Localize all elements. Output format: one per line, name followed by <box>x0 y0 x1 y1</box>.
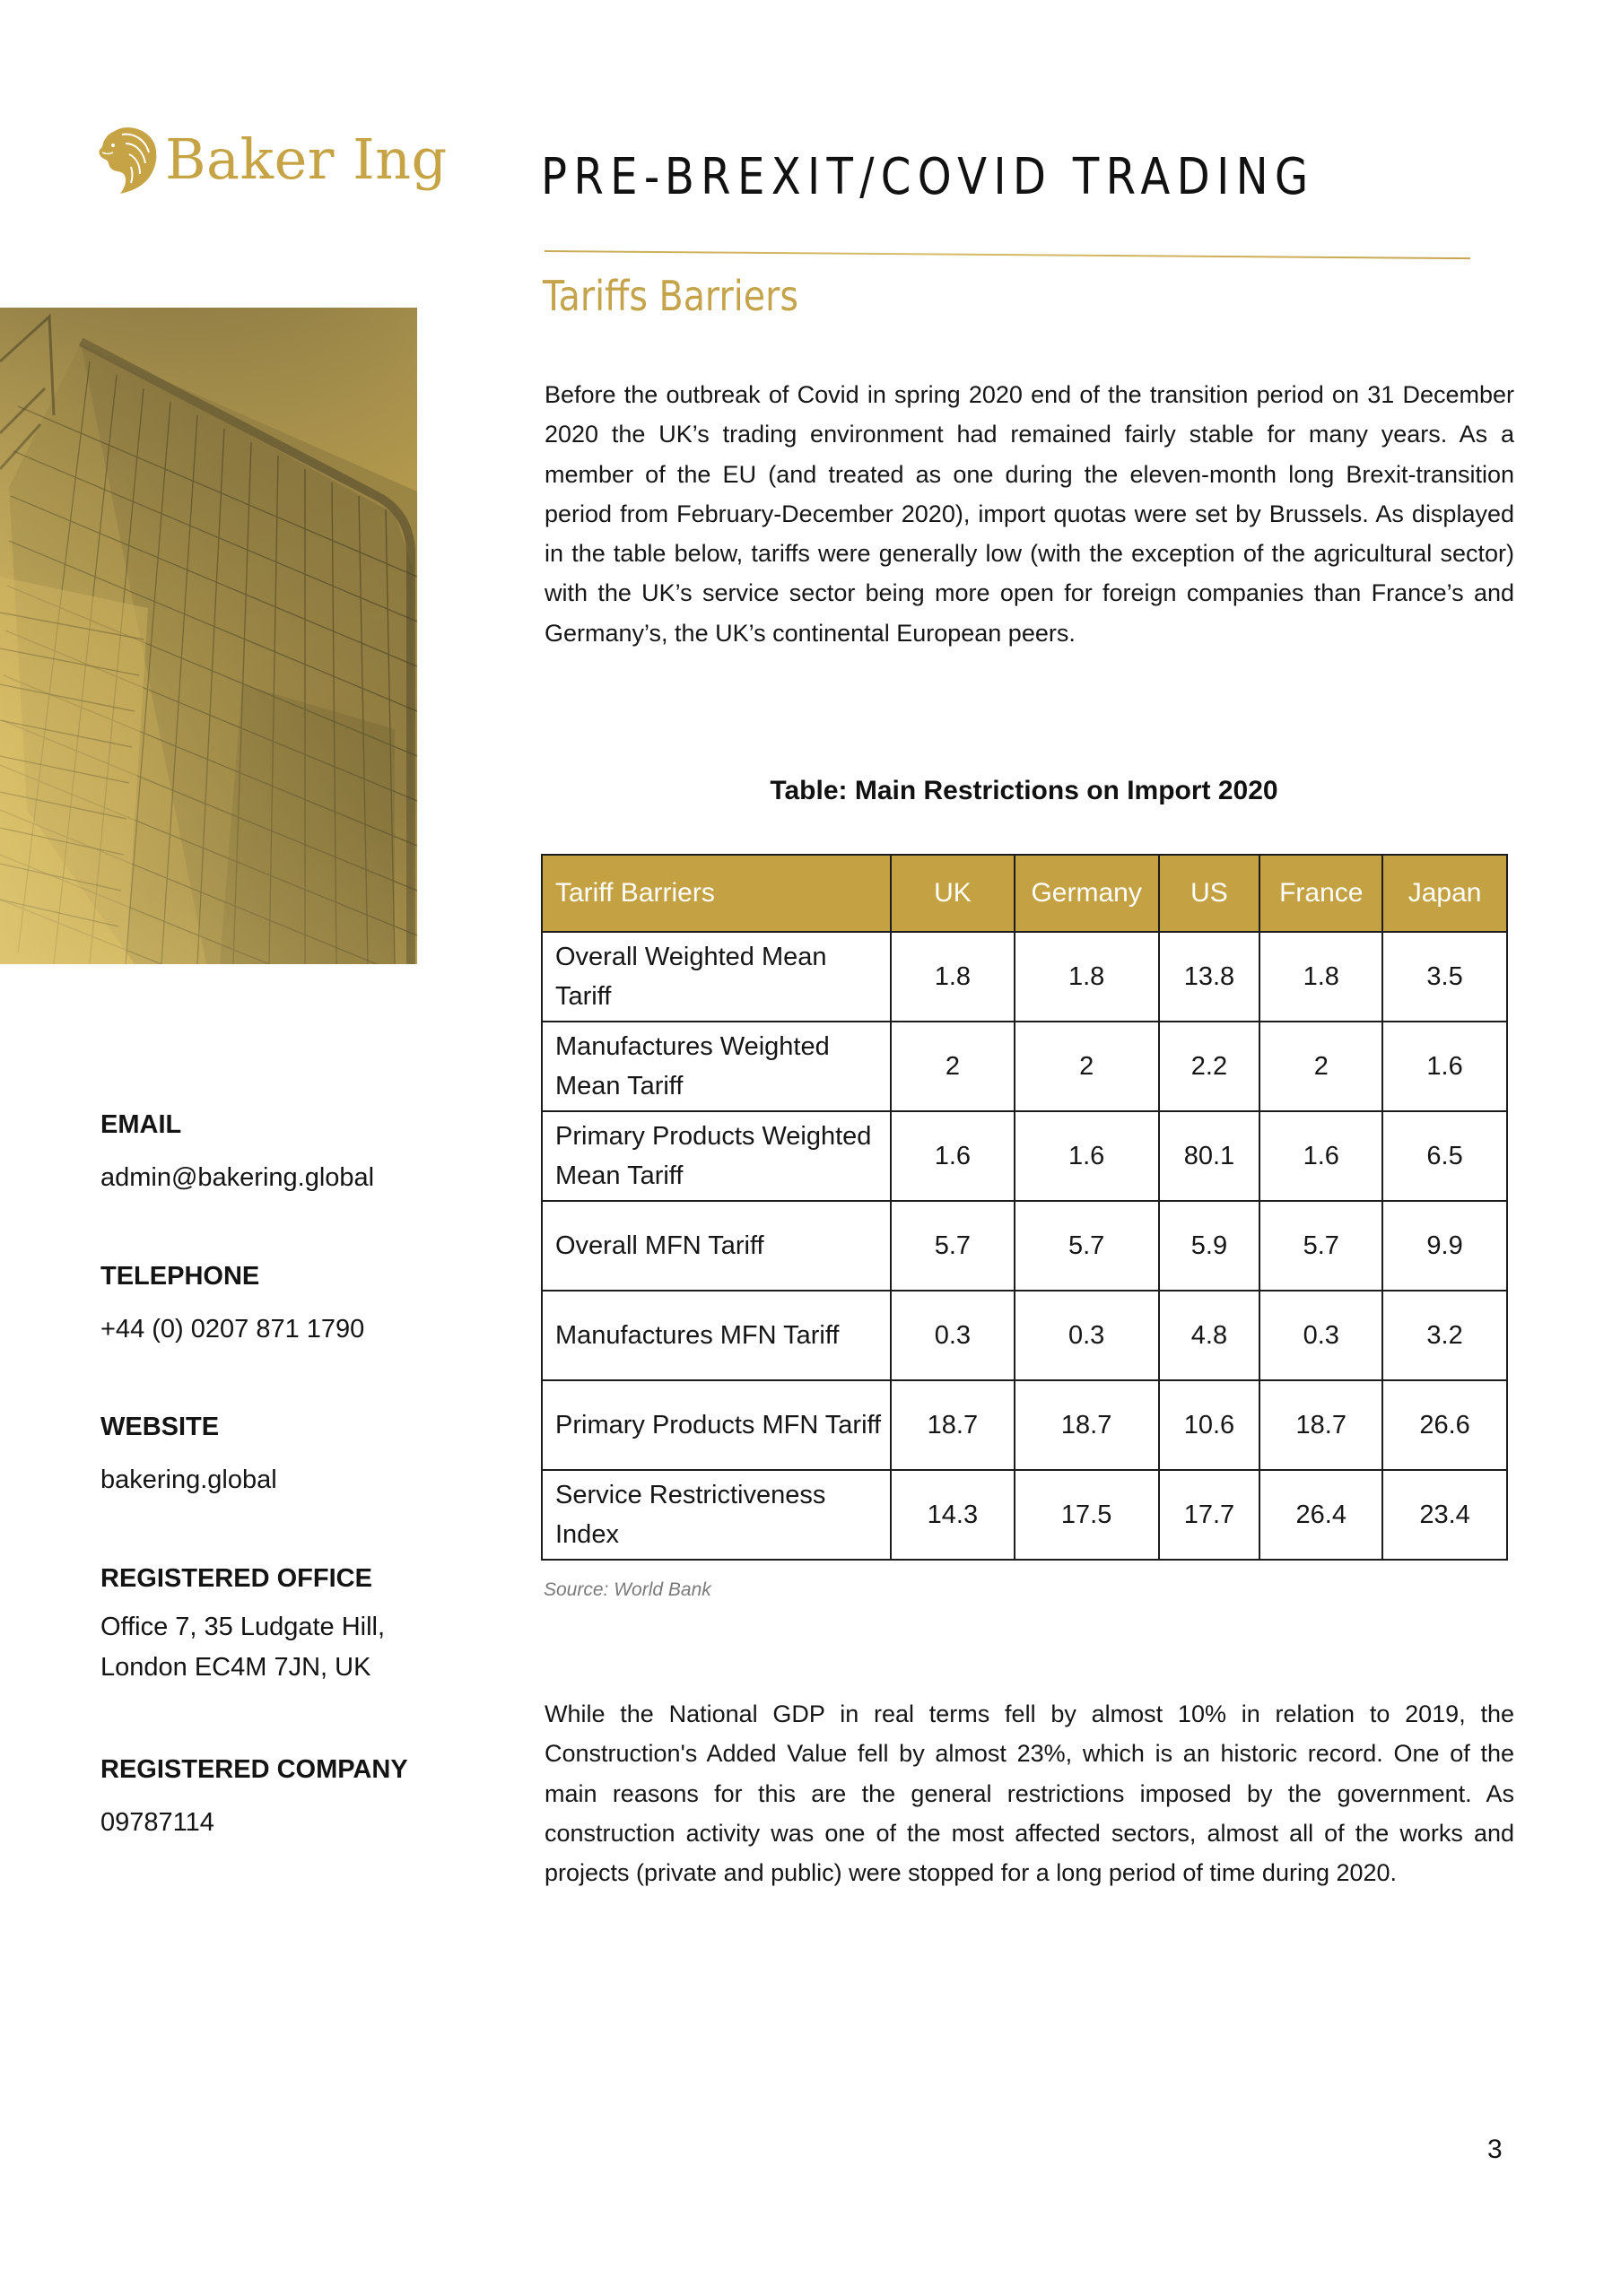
telephone-number[interactable]: +44 (0) 0207 871 1790 <box>100 1315 365 1344</box>
email-label: EMAIL <box>100 1110 182 1139</box>
registered-company-number: 09787114 <box>100 1808 214 1837</box>
brand-wordmark: Baker Ing <box>165 126 448 192</box>
table-row <box>542 932 1507 1022</box>
table-cell: 2 <box>1259 1022 1382 1111</box>
registered-office-label: REGISTERED OFFICE <box>100 1564 372 1593</box>
column-header: Japan <box>1382 855 1507 932</box>
table-row <box>542 1111 1507 1201</box>
row-label: Overall MFN Tariff <box>542 1201 891 1291</box>
table-cell: 26.4 <box>1259 1470 1382 1560</box>
table-cell: 26.6 <box>1382 1380 1507 1470</box>
column-header: Germany <box>1015 855 1159 932</box>
table-row <box>542 1380 1507 1470</box>
brand-logo <box>95 124 448 196</box>
table-source: Source: World Bank <box>544 1579 711 1600</box>
website-link[interactable]: bakering.global <box>100 1465 277 1494</box>
table-cell: 5.7 <box>1259 1201 1382 1291</box>
table-cell: 80.1 <box>1159 1111 1260 1201</box>
table-cell: 1.6 <box>1015 1111 1159 1201</box>
table-cell: 4.8 <box>1159 1291 1260 1380</box>
closing-paragraph: While the National GDP in real terms fell by almost 10% in relation to 2019, the Construction's Added Value fell by almost 23%, which is an historic record. One of the main reasons for this are the general restrictions imposed by the government. As construction activity was one of the most affected sectors, almost all of the works and projects (private and public) were stopped for a long period of time during 2020. <box>545 1700 1514 1887</box>
row-label: Manufactures MFN Tariff <box>542 1291 891 1380</box>
title-divider <box>545 250 1470 259</box>
table-cell: 10.6 <box>1159 1380 1260 1470</box>
table-cell: 2 <box>891 1022 1015 1111</box>
column-header: US <box>1159 855 1260 932</box>
column-header: France <box>1259 855 1382 932</box>
table-row <box>542 1201 1507 1291</box>
table-row <box>542 1470 1507 1560</box>
table-header-row <box>542 855 1507 932</box>
table-cell: 5.9 <box>1159 1201 1260 1291</box>
telephone-label: TELEPHONE <box>100 1262 260 1291</box>
table-cell: 14.3 <box>891 1470 1015 1560</box>
table-row <box>542 1291 1507 1380</box>
row-label: Overall Weighted Mean Tariff <box>542 932 891 1022</box>
building-image <box>0 308 417 964</box>
table-cell: 1.8 <box>891 932 1015 1022</box>
table-cell: 17.5 <box>1015 1470 1159 1560</box>
contact-telephone <box>100 1260 364 1350</box>
row-label: Manufactures Weighted Mean Tariff <box>542 1022 891 1111</box>
table-cell: 3.5 <box>1382 932 1507 1022</box>
table-cell: 5.7 <box>891 1201 1015 1291</box>
table-cell: 0.3 <box>891 1291 1015 1380</box>
address-line-1: Office 7, 35 Ludgate Hill, <box>100 1613 386 1641</box>
page-title: PRE-BREXIT/COVID TRADING <box>541 148 1315 206</box>
table-cell: 18.7 <box>1015 1380 1159 1470</box>
column-header: Tariff Barriers <box>542 855 891 932</box>
table-cell: 1.8 <box>1015 932 1159 1022</box>
section-heading: Tariffs Barriers <box>543 272 798 320</box>
contact-registered-company <box>100 1753 408 1843</box>
website-label: WEBSITE <box>100 1413 220 1441</box>
table-cell: 6.5 <box>1382 1111 1507 1201</box>
table-cell: 1.8 <box>1259 932 1382 1022</box>
contact-website <box>100 1411 277 1500</box>
table-cell: 17.7 <box>1159 1470 1260 1560</box>
registered-office-address <box>100 1607 385 1688</box>
table-cell: 5.7 <box>1015 1201 1159 1291</box>
table-cell: 1.6 <box>1259 1111 1382 1201</box>
contact-email <box>100 1109 374 1198</box>
lion-head-icon <box>95 126 160 194</box>
table-row <box>542 1022 1507 1111</box>
contact-registered-office <box>100 1562 385 1688</box>
registered-company-label: REGISTERED COMPANY <box>100 1755 408 1784</box>
table-cell: 2.2 <box>1159 1022 1260 1111</box>
address-line-2: London EC4M 7JN, UK <box>100 1653 371 1682</box>
building-illustration <box>0 308 417 964</box>
table-cell: 1.6 <box>1382 1022 1507 1111</box>
table-cell: 2 <box>1015 1022 1159 1111</box>
table-title: Table: Main Restrictions on Import 2020 <box>770 776 1278 805</box>
table-cell: 18.7 <box>1259 1380 1382 1470</box>
table-cell: 0.3 <box>1015 1291 1159 1380</box>
table-cell: 13.8 <box>1159 932 1260 1022</box>
column-header: UK <box>891 855 1015 932</box>
table-cell: 0.3 <box>1259 1291 1382 1380</box>
row-label: Service Restrictiveness Index <box>542 1470 891 1560</box>
table-cell: 23.4 <box>1382 1470 1507 1560</box>
tariff-table <box>541 854 1508 1561</box>
email-link[interactable]: admin@bakering.global <box>100 1163 375 1192</box>
intro-paragraph: Before the outbreak of Covid in spring 2020 end of the transition period on 31 December 2020 the UK’s trading environment had remained fairly stable for many years. As a member of the EU (and treated as one during the eleven-month long Brexit-transition period from February-December 2020), import quotas were set by Brussels. As displayed in the table below, tariffs were generally low (with the exception of the agricultural sector) with the UK’s service sector being more open for foreign companies than France’s and Germany’s, the UK’s continental European peers. <box>545 381 1514 647</box>
row-label: Primary Products MFN Tariff <box>542 1380 891 1470</box>
table-cell: 3.2 <box>1382 1291 1507 1380</box>
page-number: 3 <box>1487 2135 1503 2164</box>
table-cell: 1.6 <box>891 1111 1015 1201</box>
table-cell: 9.9 <box>1382 1201 1507 1291</box>
row-label: Primary Products Weighted Mean Tariff <box>542 1111 891 1201</box>
table-cell: 18.7 <box>891 1380 1015 1470</box>
